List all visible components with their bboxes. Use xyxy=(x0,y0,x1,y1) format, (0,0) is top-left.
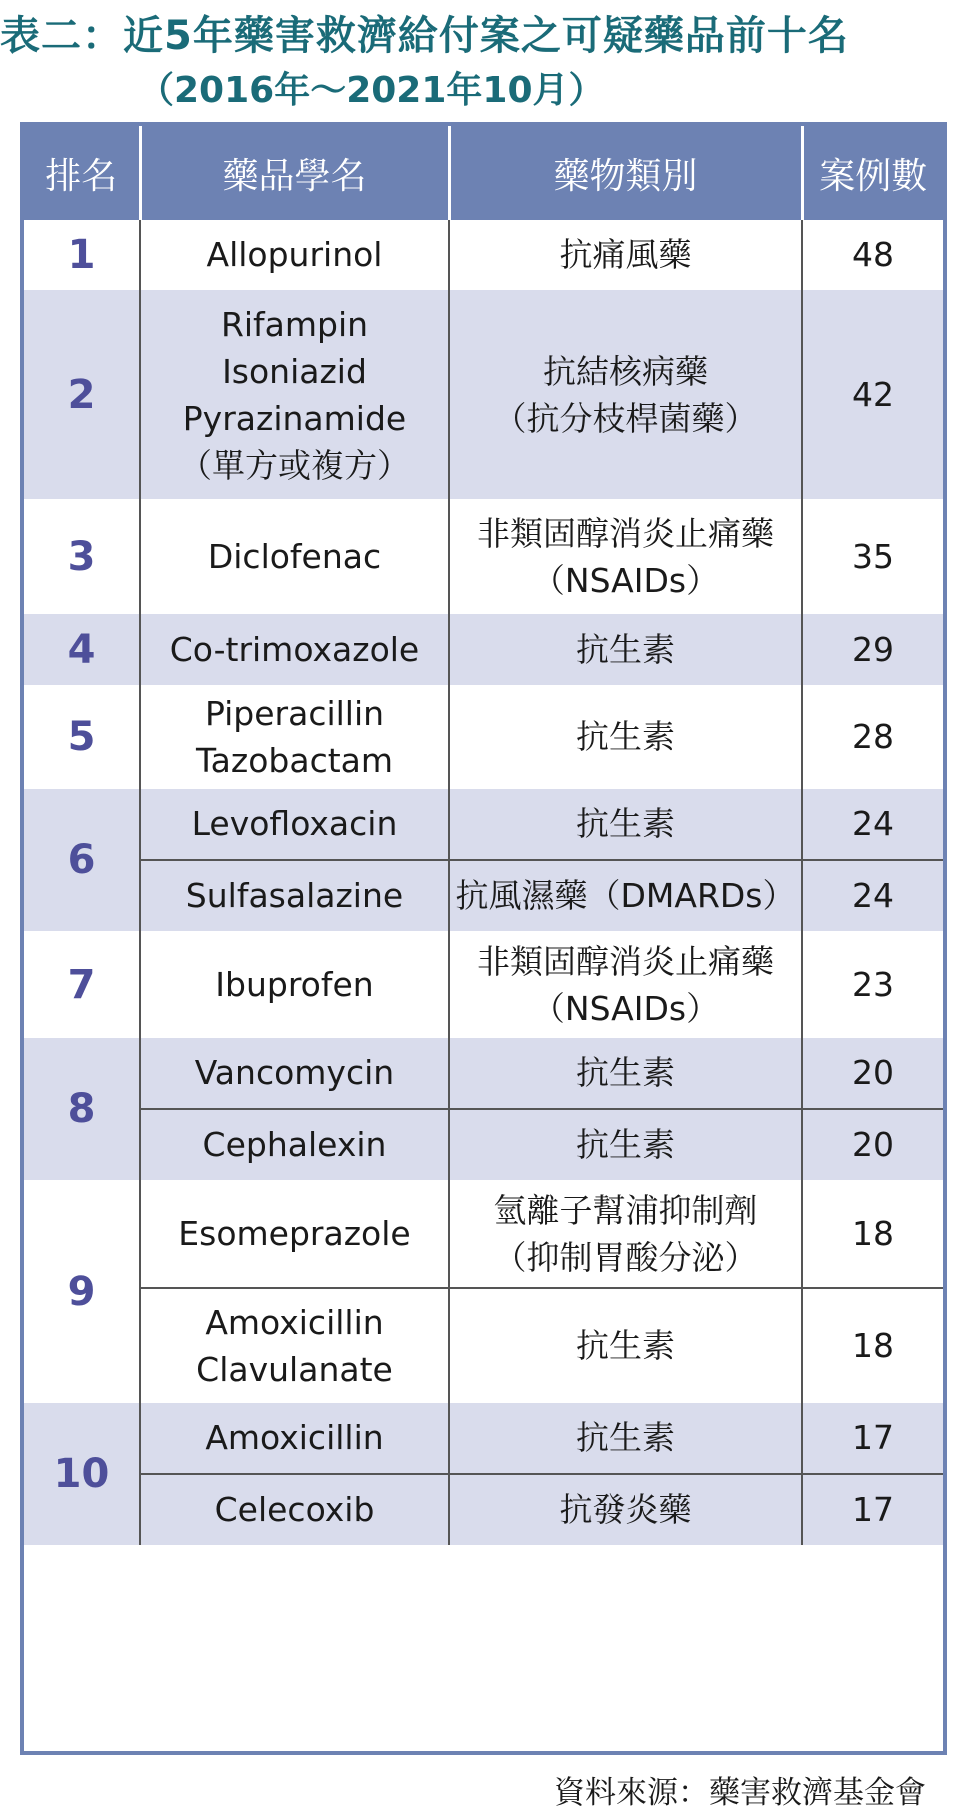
drug-name-cell: Allopurinol xyxy=(140,220,449,290)
header-drug-category: 藥物類別 xyxy=(449,126,802,220)
drug-category-cell: 抗生素 xyxy=(449,1288,802,1403)
table-header-row xyxy=(24,126,943,220)
rank-cell: 4 xyxy=(24,614,140,685)
header-drug-name: 藥品學名 xyxy=(140,126,449,220)
drug-name-cell: Sulfasalazine xyxy=(140,860,449,931)
drug-name-cell: Cephalexin xyxy=(140,1109,449,1180)
data-source-note: 資料來源：藥害救濟基金會 xyxy=(554,1775,926,1811)
drug-category-cell: 抗生素 xyxy=(449,1109,802,1180)
drug-category-cell: 抗發炎藥 xyxy=(449,1474,802,1545)
case-count-cell: 48 xyxy=(802,220,943,290)
table-row xyxy=(24,1109,943,1180)
table-row xyxy=(24,1403,943,1474)
case-count-cell: 17 xyxy=(802,1474,943,1545)
drug-name-cell: Amoxicillin Clavulanate xyxy=(140,1288,449,1403)
rank-cell: 7 xyxy=(24,931,140,1038)
case-count-cell: 23 xyxy=(802,931,943,1038)
drug-category-cell: 抗生素 xyxy=(449,1403,802,1474)
case-count-cell: 24 xyxy=(802,789,943,860)
table-row xyxy=(24,685,943,789)
table-subtitle-period: （2016年～2021年10月） xyxy=(138,70,605,111)
drug-name-cell: Diclofenac xyxy=(140,499,449,614)
drug-ranking-table xyxy=(20,122,947,1755)
rank-cell: 2 xyxy=(24,290,140,499)
rank-cell: 1 xyxy=(24,220,140,290)
drug-category-cell: 抗風濕藥（DMARDs） xyxy=(449,860,802,931)
table-row xyxy=(24,931,943,1038)
drug-category-cell: 抗痛風藥 xyxy=(449,220,802,290)
rank-cell: 10 xyxy=(24,1403,140,1545)
case-count-cell: 29 xyxy=(802,614,943,685)
drug-name-cell: Piperacillin Tazobactam xyxy=(140,685,449,789)
rank-cell: 8 xyxy=(24,1038,140,1180)
drug-category-cell: 抗生素 xyxy=(449,614,802,685)
drug-category-cell: 氫離子幫浦抑制劑 （抑制胃酸分泌） xyxy=(449,1180,802,1288)
case-count-cell: 20 xyxy=(802,1109,943,1180)
drug-name-cell: Celecoxib xyxy=(140,1474,449,1545)
header-rank: 排名 xyxy=(24,126,140,220)
table-row xyxy=(24,614,943,685)
table-row xyxy=(24,1038,943,1109)
table-row xyxy=(24,1288,943,1403)
header-case-count: 案例數 xyxy=(802,126,943,220)
drug-category-cell: 非類固醇消炎止痛藥 （NSAIDs） xyxy=(449,931,802,1038)
table-row xyxy=(24,290,943,499)
drug-category-cell: 抗生素 xyxy=(449,789,802,860)
rank-cell: 6 xyxy=(24,789,140,931)
drug-name-cell: Co-trimoxazole xyxy=(140,614,449,685)
table-row xyxy=(24,220,943,290)
drug-category-cell: 抗生素 xyxy=(449,1038,802,1109)
rank-cell: 5 xyxy=(24,685,140,789)
drug-name-cell: Amoxicillin xyxy=(140,1403,449,1474)
table-row xyxy=(24,1474,943,1545)
case-count-cell: 18 xyxy=(802,1180,943,1288)
drug-category-cell: 非類固醇消炎止痛藥 （NSAIDs） xyxy=(449,499,802,614)
case-count-cell: 17 xyxy=(802,1403,943,1474)
case-count-cell: 20 xyxy=(802,1038,943,1109)
case-count-cell: 42 xyxy=(802,290,943,499)
rank-cell: 3 xyxy=(24,499,140,614)
drug-name-cell: Ibuprofen xyxy=(140,931,449,1038)
table-title: 表二：近5年藥害救濟給付案之可疑藥品前十名 xyxy=(0,13,849,59)
case-count-cell: 28 xyxy=(802,685,943,789)
case-count-cell: 35 xyxy=(802,499,943,614)
drug-name-cell: Rifampin Isoniazid Pyrazinamide （單方或複方） xyxy=(140,290,449,499)
drug-name-cell: Levofloxacin xyxy=(140,789,449,860)
rank-cell: 9 xyxy=(24,1180,140,1403)
drug-name-cell: Esomeprazole xyxy=(140,1180,449,1288)
table-row xyxy=(24,860,943,931)
drug-name-cell: Vancomycin xyxy=(140,1038,449,1109)
drug-category-cell: 抗結核病藥 （抗分枝桿菌藥） xyxy=(449,290,802,499)
drug-category-cell: 抗生素 xyxy=(449,685,802,789)
table-row xyxy=(24,789,943,860)
case-count-cell: 24 xyxy=(802,860,943,931)
case-count-cell: 18 xyxy=(802,1288,943,1403)
table-row xyxy=(24,1180,943,1288)
table-row xyxy=(24,499,943,614)
